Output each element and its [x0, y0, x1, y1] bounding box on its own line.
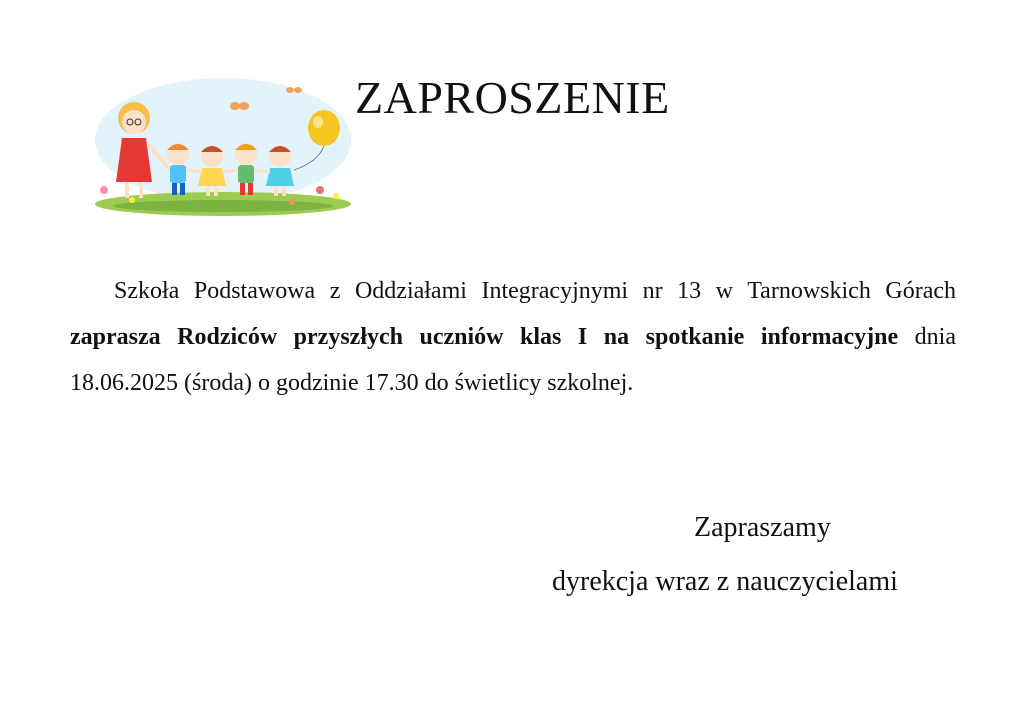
paragraph-part-3: dnia 18.06.2025 (środa) o godzinie 17.30 do świetlicy szkolnej. — [70, 324, 956, 396]
closing-greeting: Zapraszamy — [694, 512, 831, 543]
paragraph-part-1: Szkoła Podstawowa z Oddziałami Integracyjnymi nr 13 w Tarnowskich Górach — [114, 278, 956, 304]
teacher-with-children-icon — [92, 78, 354, 218]
invitation-paragraph — [70, 268, 956, 406]
document-title: ZAPROSZENIE — [355, 72, 670, 123]
paragraph-bold-part: zaprasza Rodziców przyszłych uczniów klas I na spotkanie informacyjne — [70, 324, 899, 350]
closing-signature: dyrekcja wraz z nauczycielami — [552, 566, 898, 597]
